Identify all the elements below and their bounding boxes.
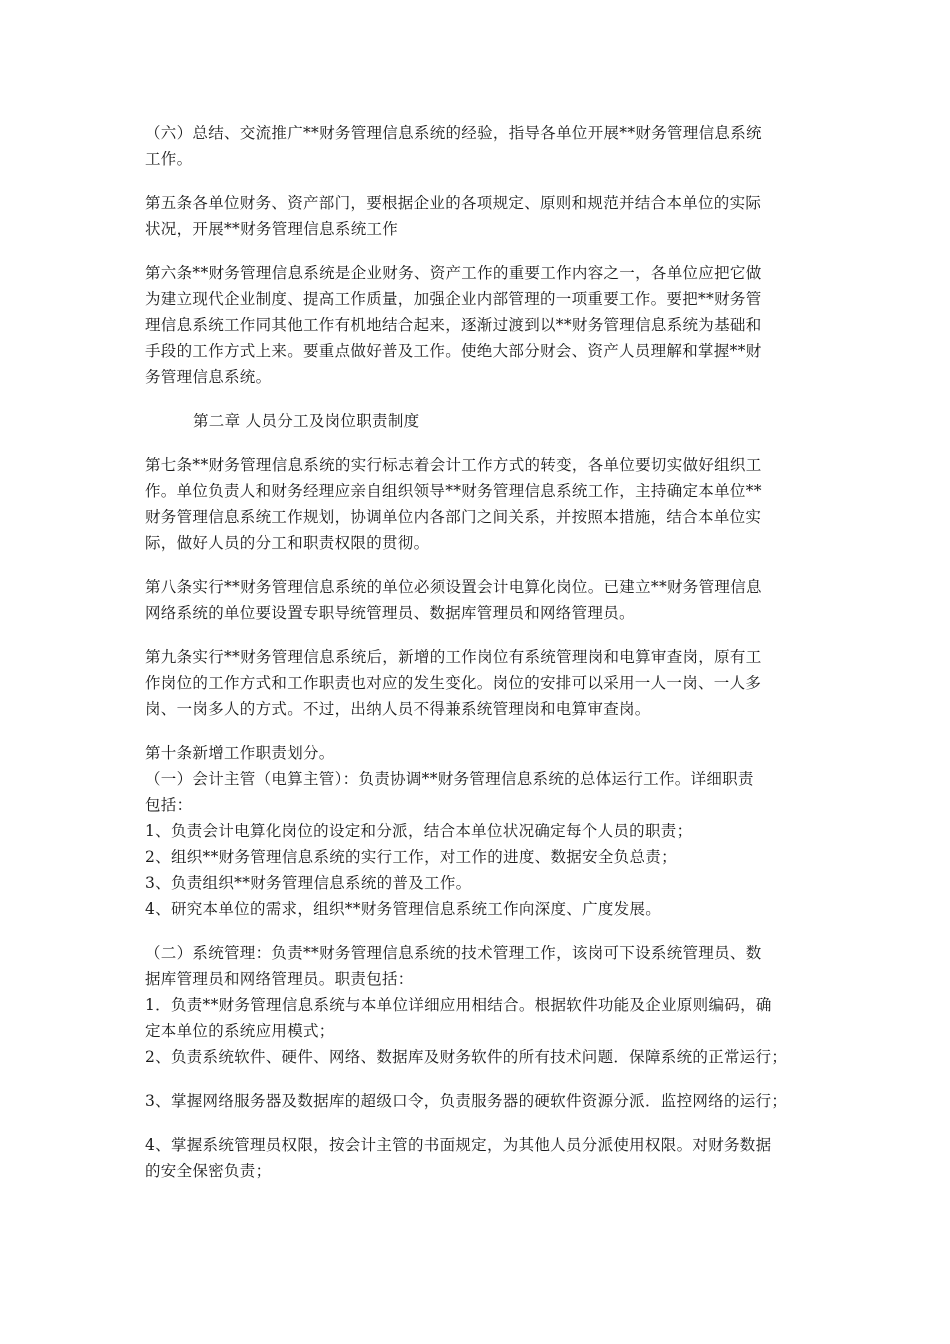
text-line: 作。单位负责人和财务经理应亲自组织领导**财务管理信息系统工作，主持确定本单位** [145,482,762,500]
paragraph-six-summary [145,120,817,172]
text-line: （二）系统管理：负责**财务管理信息系统的技术管理工作，该岗可下设系统管理员、数 [145,944,762,962]
text-line: 岗、一岗多人的方式。不过，出纳人员不得兼系统管理岗和电算审查岗。 [145,700,651,718]
list-item: 2、负责系统软件、硬件、网络、数据库及财务软件的所有技术问题．保障系统的正常运行； [145,1048,788,1066]
text-line: 定本单位的系统应用模式； [145,1022,335,1040]
text-line: 网络系统的单位要设置专职导统管理员、数据库管理员和网络管理员。 [145,604,635,622]
text-line: 第九条实行**财务管理信息系统后，新增的工作岗位有系统管理岗和电算审查岗，原有工 [145,648,762,666]
paragraph-article-9 [145,644,817,722]
text-line: 第六条**财务管理信息系统是企业财务、资产工作的重要工作内容之一，各单位应把它做 [145,264,762,282]
text-line: 包括： [145,796,193,814]
list-item: 2、组织**财务管理信息系统的实行工作，对工作的进度、数据安全负总责； [145,848,677,866]
text-line: 为建立现代企业制度、提高工作质量，加强企业内部管理的一项重要工作。要把**财务管 [145,290,762,308]
document-body [145,120,817,1202]
chapter-heading: 第二章 人员分工及岗位职责制度 [193,412,420,430]
text-line: 第五条各单位财务、资产部门，要根据企业的各项规定、原则和规范并结合本单位的实际 [145,194,762,212]
paragraph-article-8 [145,574,817,626]
text-line: 状况，开展**财务管理信息系统工作 [145,220,399,238]
text-line: 务管理信息系统。 [145,368,272,386]
text-line: 工作。 [145,150,193,168]
text-line: 际，做好人员的分工和职责权限的贯彻。 [145,534,430,552]
list-item: 3、负责组织**财务管理信息系统的普及工作。 [145,874,472,892]
list-item: 4、研究本单位的需求，组织**财务管理信息系统工作向深度、广度发展。 [145,900,662,918]
list-item: 1．负责**财务管理信息系统与本单位详细应用相结合。根据软件功能及企业原则编码，确 [145,996,772,1014]
list-item: 3、掌握网络服务器及数据库的超级口令，负责服务器的硬软件资源分派．监控网络的运行； [145,1092,788,1110]
text-line: 的安全保密负责； [145,1162,272,1180]
text-line: 据库管理员和网络管理员。职责包括： [145,970,414,988]
paragraph-system-management [145,940,817,1070]
text-line: 第八条实行**财务管理信息系统的单位必须设置会计电算化岗位。已建立**财务管理信息 [145,578,762,596]
text-line: 作岗位的工作方式和工作职责也对应的发生变化。岗位的安排可以采用一人一岗、一人多 [145,674,762,692]
text-line: 财务管理信息系统工作规划，协调单位内各部门之间关系，并按照本措施，结合本单位实 [145,508,762,526]
paragraph-article-10 [145,740,817,922]
paragraph-article-5 [145,190,817,242]
text-line: 理信息系统工作同其他工作有机地结合起来，逐渐过渡到以**财务管理信息系统为基础和 [145,316,762,334]
text-line: 手段的工作方式上来。要重点做好普及工作。使绝大部分财会、资产人员理解和掌握**财 [145,342,762,360]
text-line: （一）会计主管（电算主管）：负责协调**财务管理信息系统的总体运行工作。详细职责 [145,770,754,788]
paragraph-article-6 [145,260,817,390]
text-line: 第十条新增工作职责划分。 [145,744,335,762]
text-line: 第七条**财务管理信息系统的实行标志着会计工作方式的转变，各单位要切实做好组织工 [145,456,762,474]
text-line: （六）总结、交流推广**财务管理信息系统的经验，指导各单位开展**财务管理信息系统 [145,124,762,142]
paragraph-item-3 [145,1088,817,1114]
list-item: 4、掌握系统管理员权限，按会计主管的书面规定，为其他人员分派使用权限。对财务数据 [145,1136,772,1154]
paragraph-item-4 [145,1132,817,1184]
paragraph-article-7 [145,452,817,556]
list-item: 1、负责会计电算化岗位的设定和分派，结合本单位状况确定每个人员的职责； [145,822,693,840]
